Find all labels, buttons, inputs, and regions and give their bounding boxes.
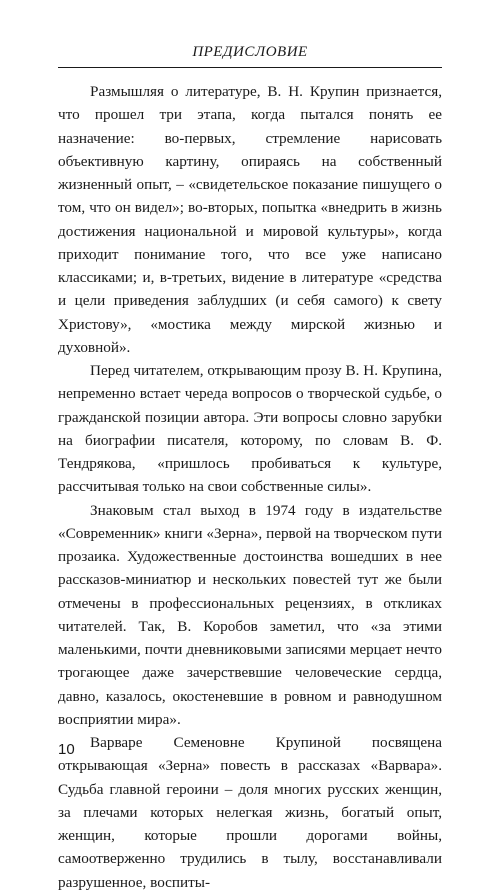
running-header: ПРЕДИСЛОВИЕ (192, 44, 308, 60)
paragraph-3: Знаковым стал выход в 1974 году в издательстве «Современник» книги «Зерна», первой на творческом пути прозаика. Художественные достоинства вошедших в нее рассказов-миниатюр и нескольких повестей тут же были отмечены в профессиональных рецензиях, в откликах читателей. Так, В. Коробов заметил, что «за этими маленькими, почти дневниковыми записями мерцает нечто трогающее даже зачерствевшие человеческие сердца, давно, казалось, окостеневшие в ровном и равнодушном восприятии мира». (58, 501, 442, 728)
paragraph-2: Перед читателем, открывающим прозу В. Н. Крупина, непременно встает череда вопросов о творческой судьбе, о гражданской позиции автора. Эти вопросы словно зарубки на биографии писателя, которому, по словам В. Ф. Тендрякова, «пришлось пробиваться к культуре, рассчитывая только на свои собственные силы». (58, 362, 442, 496)
paragraph-1: Размышляя о литературе, В. Н. Крупин признается, что прошел три этапа, когда пытался понять ее назначение: во-первых, стремление нарисовать объективную картину, опираясь на собственный жизненный опыт, – «свидетельское показание пишущего о том, что он видел»; во-вторых, попытка «внедрить в жизнь достижения национальной и мировой культуры», когда приходит понимание того, что все уже написано классиками; и, в-третьих, видение в литературе «средства и цели приведения заблудших (и себя самого) к свету Христову», «мостика между мирской жизнью и духовной». (58, 83, 442, 356)
page-number: 10 (58, 741, 75, 758)
header-rule (58, 67, 442, 68)
paragraph-4: Варваре Семеновне Крупиной посвящена открывающая «Зерна» повесть в рассказах «Варвара». Судьба главной героини – доля многих русских женщин, за плечами которых нелегкая жизнь, богатый опыт, женщин, которые прошли дорогами войны, самоотверженно трудились в тылу, восстанавливали разрушенное, воспиты- (58, 734, 442, 891)
